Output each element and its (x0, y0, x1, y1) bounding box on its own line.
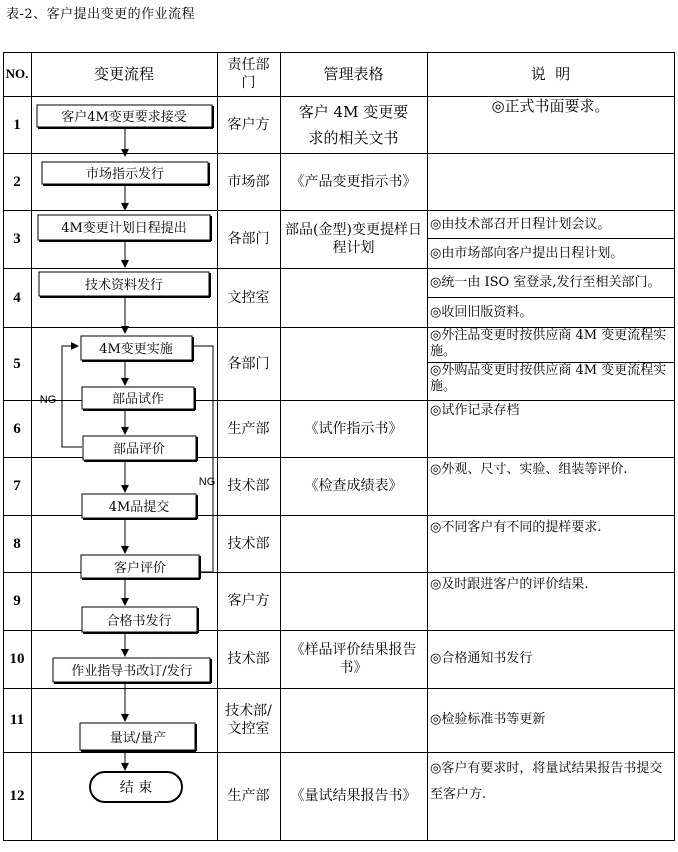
dept-cell: 客户方 (227, 593, 270, 609)
form-cell: 《产品变更指示书》 (290, 173, 417, 190)
form-cell: 部品(金型)变更提样日程计划 (285, 222, 422, 256)
table-caption: 表-2、客户提出变更的作业流程 (6, 7, 196, 22)
flow-step-label: 客户评价 (113, 561, 167, 576)
row-no: 2 (13, 173, 21, 190)
dept-cell: 各部门 (227, 231, 270, 247)
header-dept: 责任部门 (227, 57, 270, 91)
row-no: 5 (13, 355, 21, 372)
form-cell: 《试作指示书》 (304, 420, 403, 437)
flow-step-label: 4M变更实施 (99, 342, 173, 357)
note-text: ◎收回旧版资料。 (430, 304, 533, 320)
form-cell: 《检查成绩表》 (304, 478, 403, 494)
row-no: 4 (13, 289, 21, 306)
dept-cell: 技术部 (227, 651, 270, 667)
header-form: 管理表格 (323, 65, 384, 83)
row-no: 12 (9, 788, 25, 804)
flow-step-label: 客户4M变更要求接受 (61, 110, 187, 125)
flow-step-label: 市场指示发行 (85, 167, 165, 182)
ng-right-label: NG (198, 476, 216, 488)
flow-step-label: 4M变更计划日程提出 (61, 221, 187, 236)
flow-step-label: 部品评价 (112, 442, 166, 457)
note-text: ◎外观、尺寸、实验、组装等评价. (430, 462, 628, 477)
note-text: ◎外购品变更时按供应商 4M 变更流程实施。 (430, 363, 667, 394)
note-text: ◎外注品变更时按供应商 4M 变更流程实施。 (430, 328, 667, 359)
header-no: NO. (5, 66, 29, 81)
row-no: 9 (13, 593, 21, 609)
note-text: ◎正式书面要求。 (491, 97, 610, 115)
row-no: 3 (13, 231, 21, 247)
form-cell: 《量试结果报告书》 (290, 788, 417, 804)
dept-cell: 技术部/文控室 (225, 703, 272, 737)
dept-cell: 生产部 (227, 788, 270, 804)
note-text: ◎合格通知书发行 (430, 651, 533, 666)
header-desc: 说 明 (530, 65, 571, 83)
flow-step-label: 合格书发行 (106, 614, 172, 629)
flow-step-label: 部品试作 (111, 392, 165, 407)
flow-end-label: 结 束 (119, 780, 153, 796)
row-no: 8 (13, 535, 21, 552)
flow-step-label: 4M品提交 (108, 500, 170, 515)
flow-step-label: 作业指导书改订/发行 (71, 664, 193, 679)
header-flow: 变更流程 (93, 65, 154, 83)
form-cell: 《样品评价结果报告书》 (290, 642, 417, 676)
row-no: 6 (13, 420, 21, 437)
row-no: 7 (13, 478, 21, 494)
row-no: 11 (9, 712, 25, 728)
dept-cell: 市场部 (227, 173, 270, 190)
dept-cell: 各部门 (227, 355, 270, 372)
note-text: ◎客户有要求时，将量试结果报告书提交至客户方. (430, 761, 663, 802)
dept-cell: 技术部 (227, 535, 270, 552)
note-text: ◎不同客户有不同的提样要求. (430, 520, 602, 535)
dept-cell: 文控室 (227, 289, 270, 306)
dept-cell: 技术部 (227, 478, 270, 494)
dept-cell: 客户方 (227, 116, 270, 133)
row-no: 1 (13, 116, 21, 133)
note-text: ◎由市场部向客户提出日程计划。 (430, 245, 624, 261)
note-text: ◎统一由 ISO 室登录,发行至相关部门。 (430, 275, 661, 290)
row-no: 10 (9, 651, 25, 667)
note-text: ◎由技术部召开日程计划会议。 (430, 216, 611, 232)
note-text: ◎试作记录存档 (430, 403, 520, 418)
flow-step-label: 技术资料发行 (84, 278, 164, 293)
note-text: ◎检验标准书等更新 (430, 712, 546, 727)
ng-left-label: NG (39, 394, 57, 406)
dept-cell: 生产部 (227, 420, 270, 437)
form-cell: 客户 4M 变更要求的相关文书 (298, 102, 409, 147)
flow-step-label: 量试/量产 (109, 731, 167, 746)
note-text: ◎及时跟进客户的评价结果. (430, 577, 589, 592)
